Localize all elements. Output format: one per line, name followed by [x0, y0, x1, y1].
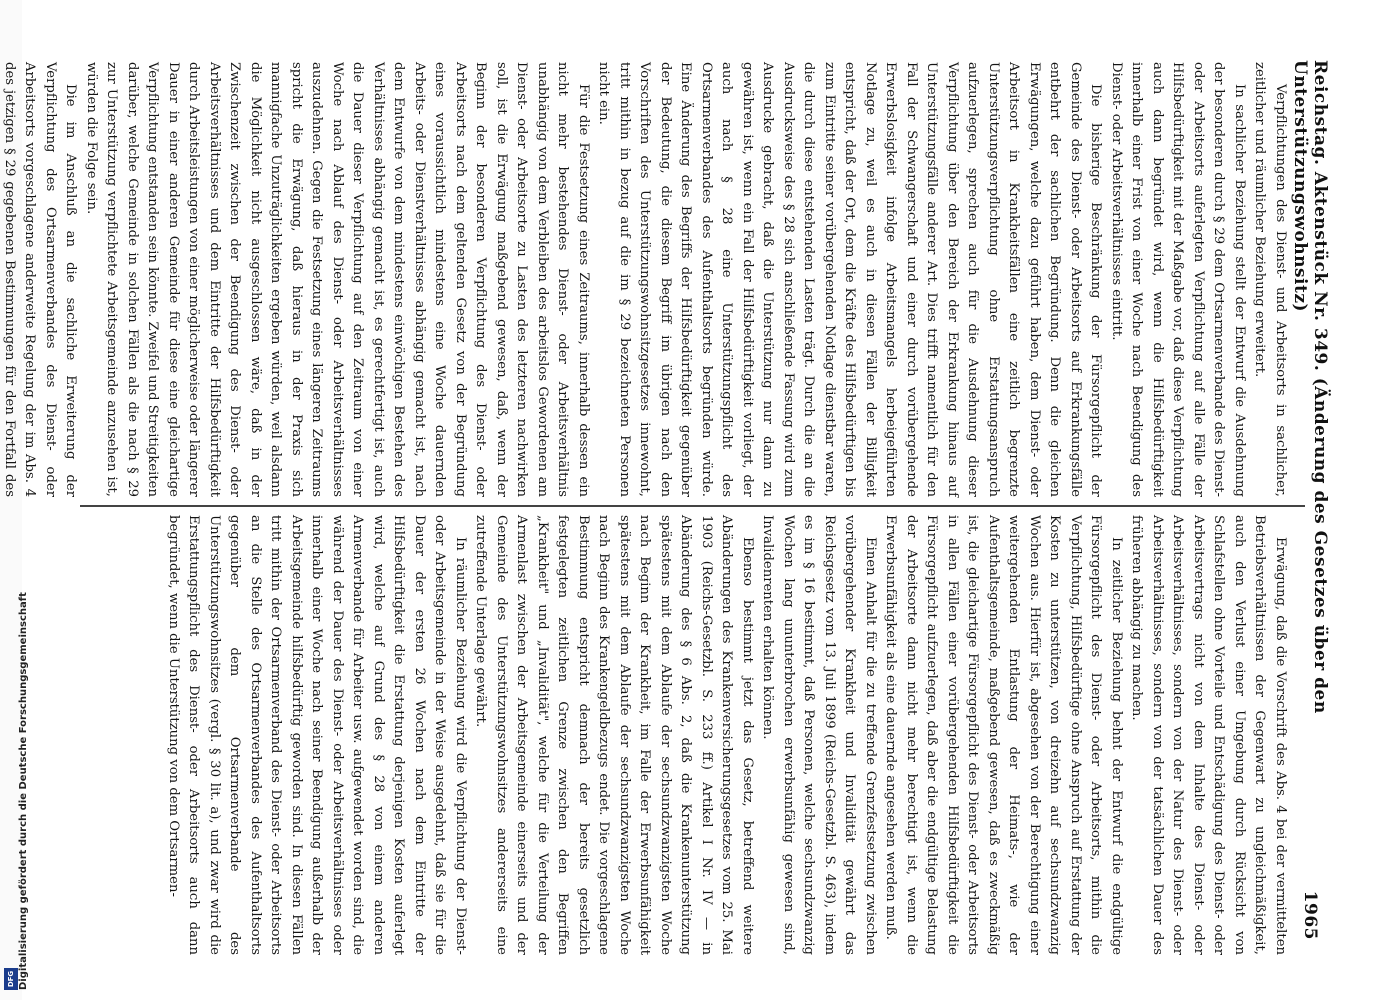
page-header — [1290, 60, 1330, 940]
right-column — [100, 515, 1290, 955]
right-paragraph: Einen Anhalt für die zu treffende Grenzfestsetzung zwischen vorübergehender Krankheit und Invalidität gewährt das Reichsgesetz vom 13. Juli 1899 (Reichs-Gesetzbl. S. 463), indem es im § 16 bestimmt, daß Personen, welche sechsundzwanzig Wochen lang ununterbrochen erwerbsunfähig gewesen sind, Invalidenrenten erhalten können. — [760, 515, 878, 955]
right-paragraph: Ebenso bestimmt jetzt das Gesetz, betreffend weitere Abänderungen des Krankenversicherungsgesetzes vom 25. Mai 1903 (Reichs-Gesetzbl. S. 233 ff.) Artikel I Nr. IV — in Abänderung des § 6 Abs. 2, daß die Krankenunterstützung spätestens mit dem Ablaufe der sechsundzwanzigsten Woche nach Beginn der Krankheit, im Falle der Erwerbsunfähigkeit spätestens mit dem Ablaufe der sechsundzwanzigsten Woche nach Beginn des Krankengeldbezugs endet. Die vorgeschlagene Bestimmung entspricht demnach der bereits gesetzlich festgelegten zeitlichen Grenze zwischen den Begriffen „Krankheit" und „Invalidität", welche für die Verteilung der Armenlast zwischen der Arbeitsgemeinde einerseits und der Gemeinde des Unterstützungswohnsitzes andererseits eine zutreffende Unterlage gewährt. — [473, 515, 755, 955]
right-paragraph: In zeitlicher Beziehung behnt der Entwurf die endgültige Fürsorgepflicht des Dienst- oder Arbeitsorts, mithin die Verpflichtung, Hilfsbedürftige ohne Anspruch auf Erstattung der Kosten zu unterstützen, von dreizehn auf sechsundzwanzig Wochen aus. Hierfür ist, abgesehen von der Berechtigung einer weitergehenden Entlastung der Heimats-, wie der Aufenthaltsgemeinde, maßgebend gewesen, daß es zweckmäßig ist, die gleichartige Fürsorgepflicht des Dienst- oder Arbeitsorts in allen Fällen einer vorübergehenden Hilfsbedürftigkeit die Fürsorgepflicht aufzuerlegen, daß aber die endgültige Belastung der Arbeitsorte dann nicht mehr berechtigt ist, wenn die Erwerbsunfähigkeit als eine dauernde angesehen werden muß. — [883, 515, 1124, 955]
left-paragraph: Verpflichtungen des Dienst- und Arbeitsorts in sachlicher, zeitlicher und räumlicher Beziehung erweitert. — [1252, 62, 1288, 497]
left-paragraph: In sachlicher Beziehung stellt der Entwurf die Ausdehnung der besonderen durch § 29 dem Ortsarmenverbande des Dienst- oder Arbeitsorts auferlegten Verpflichtung auf alle Fälle der Hilfsbedürftigkeit mit der Maßgabe vor, daß diese Verpflichtung auch dann begründet wird, wenn die Hilfsbedürftigkeit innerhalb einer Frist von einer Woche nach Beendigung des Dienst- oder Arbeitsverhältnisses eintritt. — [1109, 62, 1247, 497]
left-paragraph: Die bisherige Beschränkung der Fürsorgepflicht der Gemeinde des Dienst- oder Arbeitsorts auf Erkrankungsfälle entbehrt der sachlichen Begründung. Denn die gleichen Erwägungen, welche dazu geführt haben, dem Dienst- oder Arbeitsort in Krankheitsfällen eine zeitlich begrenzte Unterstützungsverpflichtung ohne Erstattungsanspruch aufzuerlegen, sprechen auch für die Ausdehnung dieser Verpflichtung über den Bereich der Erkrankung hinaus auf Unterstützungsfälle anderer Art. Dies trifft namentlich für den Fall der Schwangerschaft und einer durch vorübergehende Erwerbslosigkeit infolge Arbeitsmangels herbeigeführten Notlage zu, weil es auch in diesen Fällen der Billigkeit entspricht, daß der Ort, dem die Kräfte des Hilfsbedürftigen bis zum Eintritte seiner vorübergehenden Notlage dienstbar waren, die durch diese entstehenden Lasten trägt. Durch die an die Ausdrucksweise des § 28 sich anschließende Fassung wird zum Ausdrucke gebracht, daß die Unterstützung nur dann zu gewähren ist, wenn ein Fall der Hilfsbedürftigkeit vorliegt, der auch nach § 28 eine Unterstützungspflicht des Ortsarmenverbandes des Aufenthaltsorts begründen würde. Eine Änderung des Begriffs der Hilfsbedürftigkeit gegenüber der Bedeutung, die diesem Begriff im übrigen nach den Vorschriften des Unterstützungswohnsitzgesetzes innewohnt, tritt mithin in bezug auf die im § 29 bezeichneten Personen nicht ein. — [596, 62, 1104, 497]
dfg-logo — [4, 968, 18, 990]
left-column — [2, 62, 1290, 497]
left-paragraph: Die im Anschluß an die sachliche Erweiterung der Verpflichtung des Ortsarmenverbandes des Dienst- oder Arbeitsorts vorgeschlagene anderweite Regelung der im Abs. 4 des jetzigen § 29 gegebenen Bestimmungen für den Fortfall des — [2, 62, 79, 497]
right-paragraph: Erwägung, daß die Vorschrift des Abs. 4 bei der vermittelten Betriebsverhältnissen der Gegenwart zu ungleichmäßigkeit, auch den Verlust einer Umgebung durch Rücksicht von Schlafstellen ohne Vorteile und Entschädigung des Dienst- oder Arbeitsvertrags nicht von dem Inhalte des Dienst- oder Arbeitsverhältnisses, sondern von der Natur des Dienst- oder Arbeitsverhältnisses, sondern von der tatsächlichen Dauer des früheren abhängig zu machen. — [1129, 515, 1288, 955]
dfg-logo-text: DFG — [7, 970, 15, 988]
right-paragraph: In räumlicher Beziehung wird die Verpflichtung der Dienst- oder Arbeitsgemeinde in der Weise ausgedehnt, daß sie für die Dauer der ersten 26 Wochen nach dem Eintritte der Hilfsbedürftigkeit die Erstattung derjenigen Kosten auferlegt wird, welche auf Grund des § 28 von einem anderen Armenverbande für Arbeiter usw. aufgewendet worden sind, die während der Dauer des Dienst- oder Arbeitsverhältnisses oder innerhalb einer Woche nach seiner Beendigung außerhalb der Arbeitsgemeinde hilfsbedürftig geworden sind. In diesen Fällen tritt mithin der Ortsarmenverband des Dienst- oder Arbeitsorts an die Stelle des Ortsarmenverbandes des Aufenthaltsorts gegenüber dem Ortsarmenverbande des Unterstützungswohnsitzes (vergl. § 30 lit. a), und zwar wird die Erstattungspflicht des Dienst- oder Arbeitsorts auch dann begründet, wenn die Unterstützung von dem Ortsarmen- — [166, 515, 468, 955]
page-number: 1965 — [1300, 890, 1320, 940]
digitization-credit: Digitalisierung gefördert durch die Deutsche Forschungsgemeinschaft — [18, 592, 29, 990]
column-divider — [80, 505, 1305, 507]
header-title: Reichstag. Aktenstück Nr. 349. (Änderung des Gesetzes über den Unterstützungswohnsitz) — [1290, 60, 1330, 714]
left-paragraph: Für die Festsetzung eines Zeitraums, innerhalb dessen ein nicht mehr bestehendes Dienst- oder Arbeitsverhältnis unabhängig von dem Verbleiben des arbeitslos Gewordenen am Dienst- oder Arbeitsorte zu Lasten des letzteren nachwirken soll, ist die Erwägung maßgebend gewesen, daß, wenn der Beginn der besonderen Verpflichtung des Dienst- oder Arbeitsorts nach dem geltenden Gesetz von der Begründung eines voraussichtlich mindestens eine Woche dauernden Arbeits- oder Dienstverhältnisses abhängig gemacht ist, nach dem Entwurfe von dem mindestens einwöchigen Bestehen des Verhältnisses abhängig gemacht ist, es gerechtfertigt ist, auch die Dauer dieser Verpflichtung auf den Zeitraum von einer Woche nach Ablauf des Dienst- oder Arbeitsverhältnisses auszudehnen. Gegen die Festsetzung eines längeren Zeitraums spricht die Erwägung, daß hieraus in der Praxis sich mannigfache Unzuträglichkeiten ergeben würden, weil alsdann die Möglichkeit nicht ausgeschlossen wäre, daß in der Zwischenzeit zwischen der Beendigung des Dienst- oder Arbeitsverhältnisses und dem Eintritte der Hilfsbedürftigkeit durch Arbeitsleistungen von einer möglicherweise oder längerer Dauer in einer anderen Gemeinde für diese eine gleichartige Verpflichtung entstanden sein könnte. Zweifel und Streitigkeiten darüber, welche Gemeinde in solchen Fällen als die nach § 29 zur Unterstützung verpflichtete Arbeitsgemeinde anzusehen ist, würden die Folge sein. — [84, 62, 591, 497]
